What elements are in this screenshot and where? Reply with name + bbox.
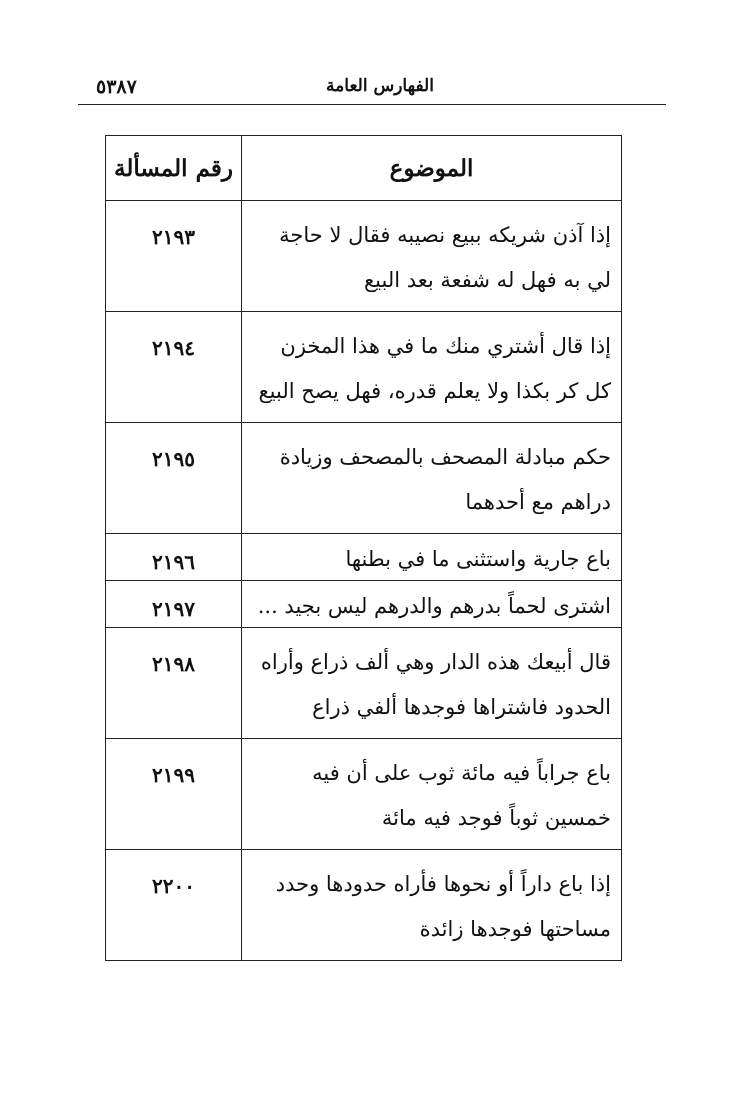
table-row bbox=[106, 201, 622, 312]
table-row bbox=[106, 312, 622, 423]
table-row bbox=[106, 850, 622, 961]
table-header-row bbox=[106, 136, 622, 201]
issue-number-cell: ٢١٩٥ bbox=[106, 423, 242, 534]
running-title: الفهارس العامة bbox=[326, 76, 434, 96]
issue-number-cell: ٢١٩٨ bbox=[106, 628, 242, 739]
topic-cell: اشترى لحماً بدرهم والدرهم ليس بجيد ... bbox=[242, 581, 622, 628]
issue-number-cell: ٢١٩٦ bbox=[106, 534, 242, 581]
topic-cell: إذا باع داراً أو نحوها فأراه حدودها وحدد مساحتها فوجدها زائدة bbox=[242, 850, 622, 961]
table-row bbox=[106, 581, 622, 628]
issue-number-cell: ٢١٩٧ bbox=[106, 581, 242, 628]
topic-cell: باع جراباً فيه مائة ثوب على أن فيه خمسين ثوباً فوجد فيه مائة bbox=[242, 739, 622, 850]
page-header bbox=[96, 66, 664, 102]
topic-cell: باع جارية واستثنى ما في بطنها bbox=[242, 534, 622, 581]
issue-number-cell: ٢١٩٣ bbox=[106, 201, 242, 312]
table-row bbox=[106, 739, 622, 850]
topic-cell: إذا آذن شريكه ببيع نصيبه فقال لا حاجة لي به فهل له شفعة بعد البيع bbox=[242, 201, 622, 312]
table-row bbox=[106, 423, 622, 534]
table-row bbox=[106, 534, 622, 581]
topic-cell: قال أبيعك هذه الدار وهي ألف ذراع وأراه الحدود فاشتراها فوجدها ألفي ذراع bbox=[242, 628, 622, 739]
header-divider bbox=[78, 104, 666, 105]
issue-number-cell: ٢١٩٤ bbox=[106, 312, 242, 423]
table-row bbox=[106, 628, 622, 739]
column-header-number: رقم المسألة bbox=[106, 136, 242, 201]
issue-number-cell: ٢٢٠٠ bbox=[106, 850, 242, 961]
index-table bbox=[105, 135, 622, 961]
column-header-topic: الموضوع bbox=[242, 136, 622, 201]
page-number: ٥٣٨٧ bbox=[96, 76, 137, 98]
topic-cell: حكم مبادلة المصحف بالمصحف وزيادة دراهم مع أحدهما bbox=[242, 423, 622, 534]
topic-cell: إذا قال أشتري منك ما في هذا المخزن كل كر بكذا ولا يعلم قدره، فهل يصح البيع bbox=[242, 312, 622, 423]
issue-number-cell: ٢١٩٩ bbox=[106, 739, 242, 850]
